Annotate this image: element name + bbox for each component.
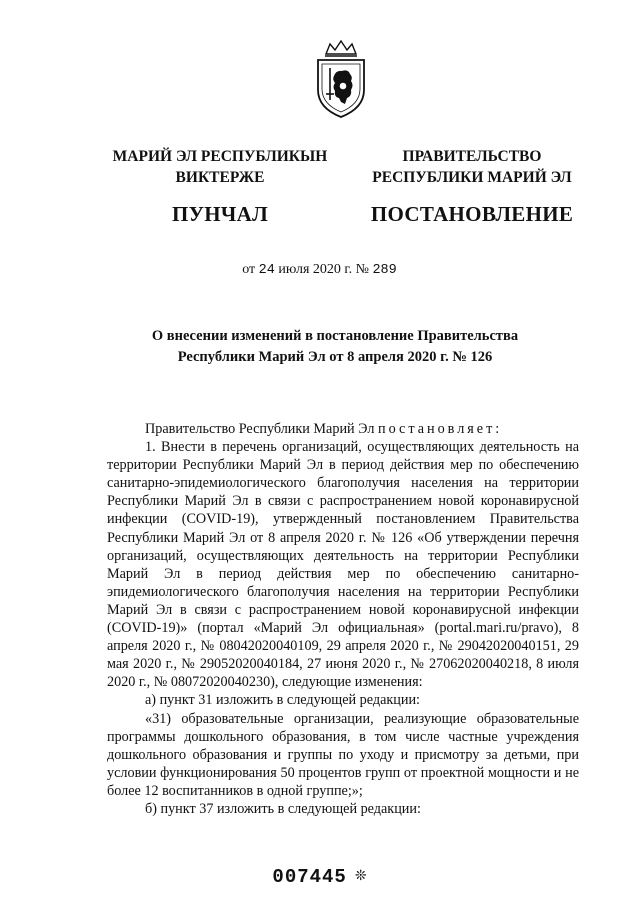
date-month-year: июля 2020 г. № [278, 262, 369, 277]
subject-line1: О внесении изменений в постановление Правительства [151, 328, 519, 344]
intro-lead: Правительство Республики Марий Эл [145, 421, 378, 437]
coat-of-arms-icon [308, 38, 374, 120]
header-right-block [353, 146, 591, 228]
paragraph-a: а) пункт 31 изложить в следующей редакции: [145, 692, 420, 709]
header-left-line2: ВИКТЕРЖЕ [175, 169, 265, 186]
subject-line2: Республики Марий Эл от 8 апреля 2020 г. № 126 [177, 349, 493, 365]
date-prefix: от [242, 262, 256, 277]
header-left-block [96, 146, 344, 228]
header-left-line1: МАРИЙ ЭЛ РЕСПУБЛИКЫН [112, 148, 328, 165]
header-right-line2: РЕСПУБЛИКИ МАРИЙ ЭЛ [372, 169, 572, 186]
footer-mark-icon: ❊ [354, 869, 367, 884]
paragraph-b: б) пункт 37 изложить в следующей редакции: [145, 800, 421, 817]
date-day: 24 [258, 263, 275, 278]
header-right-line1: ПРАВИТЕЛЬСТВО [402, 148, 542, 165]
document-number: 289 [372, 263, 397, 278]
header-right-title: ПОСТАНОВЛЕНИЕ [370, 202, 574, 226]
document-footer [0, 866, 639, 888]
document-date [0, 262, 639, 278]
paragraph-31: «31) образовательные организации, реализующие образовательные программы дошкольного образования, в том числе частные учреждения дошкольного образования и группы по уходу и присмотру за детьми, при условии функционирования 50 процентов групп от проектной мощности и не более 12 воспитанников в одной группе;»; [107, 710, 579, 799]
document-body [107, 420, 579, 818]
paragraph-1: 1. Внести в перечень организаций, осуществляющих деятельность на территории Республики Марий Эл в период действия мер по обеспечению санитарно-эпидемиологического благополучия населения на территории Республики Марий Эл в связи с распространением новой коронавирусной инфекции (COVID-19), утвержденный постановлением Правительства Республики Марий Эл от 8 апреля 2020 г. № 126 «Об утверждении перечня организаций, осуществляющих деятельность на территории Республики Марий Эл в период действия мер по обеспечению санитарно-эпидемиологического благополучия населения на территории Республики Марий Эл в связи с распространением новой коронавирусной инфекции (COVID-19)» (портал «Марий Эл официальная» (portal.mari.ru/pravo), 8 апреля 2020 г., № 08042020040109, 29 апреля 2020 г., № 29042020040151, 29 мая 2020 г., № 29052020040184, 27 июня 2020 г., № 27062020040218, 8 июля 2020 г., № 08072020040230), следующие изменения: [107, 439, 579, 691]
header-left-title: ПУНЧАЛ [171, 202, 269, 226]
intro-verb: постановляет: [377, 421, 503, 437]
footer-doc-number: 007445 [272, 866, 347, 888]
intro-paragraph [107, 420, 579, 438]
document-subject [100, 326, 570, 368]
